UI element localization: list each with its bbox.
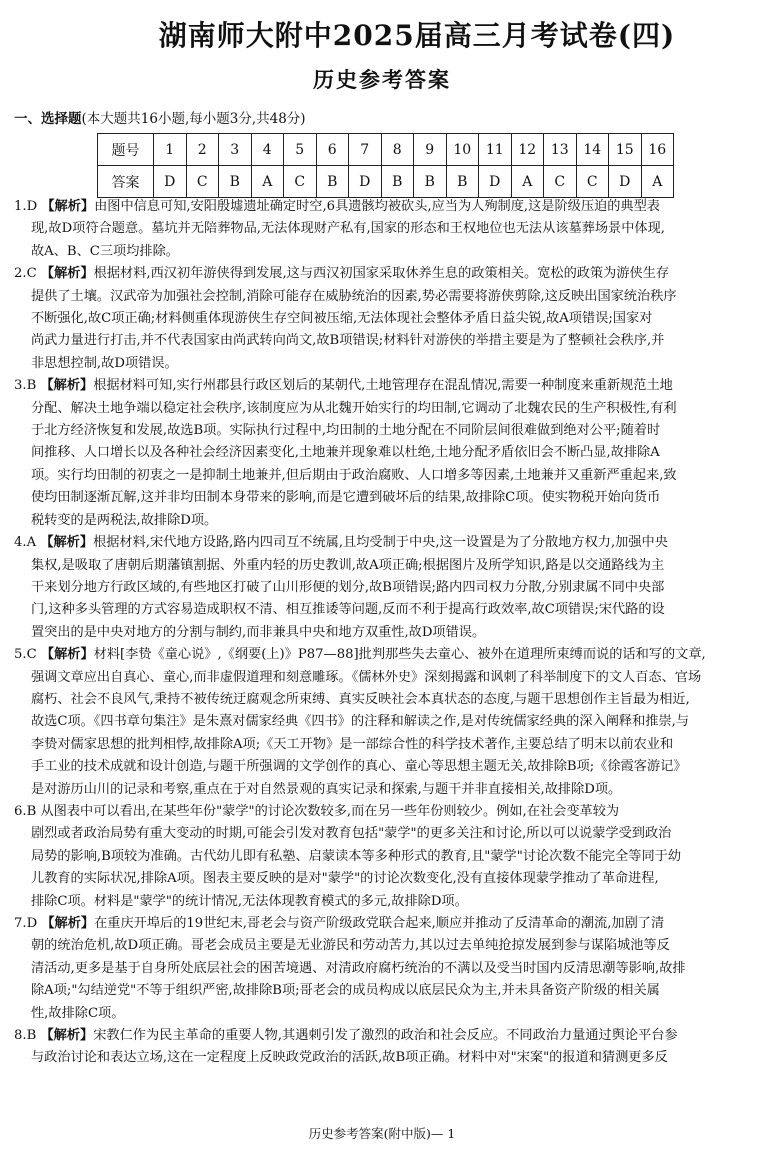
analysis-tag: 【解析】 [40,647,94,663]
question-answer-number: 2.C [14,266,37,282]
answer-cell: D [479,166,512,198]
explanation-item [14,196,752,263]
explanation-line: 是对游历山川的记录和考察,重点在于对自然景观的真实记录和探索,与题干并非直接相关,故排除D项。 [31,781,622,797]
explanation-text: 宋教仁作为民主革命的重要人物,其遇刺引发了激烈的政治和社会反应。不同政治力量通过舆论平台参 [93,1028,678,1044]
num-cell: 6 [316,134,349,166]
num-cell: 10 [446,134,479,166]
explanation-line: 不断强化,故C项正确;材料侧重体现游侠生存空间被压缩,无法体现社会整体矛盾日益尖锐,故A项错误;国家对 [31,311,653,327]
explanation-first-line [14,375,752,397]
num-cell: 16 [641,134,674,166]
page-subtitle: 历史参考答案 [313,67,451,92]
explanation-line: 朝的统治危机,故D项正确。哥老会成员主要是无业游民和劳动苦力,其以过去单纯抢掠发展到参与谋陷城池等反 [31,938,670,954]
num-cell: 15 [609,134,642,166]
explanation-text: 在重庆开埠后的19世纪末,哥老会与资产阶级政党联合起来,顺应并推动了反清革命的潮流,加剧了清 [94,916,665,931]
explanation-item [14,801,752,913]
explanation-first-line [14,1025,752,1047]
answer-cell: D [609,166,642,198]
row-head-answer: 答案 [98,166,154,198]
num-cell: 9 [414,134,447,166]
explanation-line: 于北方经济恢复和发展,故选B项。实际执行过程中,均田制的土地分配在不同阶层间很难做到绝对公平;随着时 [31,423,661,439]
section-label: 一、选择题 [14,111,82,127]
question-answer-number: 3.B [14,378,37,394]
answer-cell: C [186,166,219,198]
explanation-text: 材料[李贽《童心说》,《纲要(上)》P87—88]批判那些失去童心、被外在道理所束缚而说的话和写的文章, [93,647,706,663]
num-cell: 14 [576,134,609,166]
explanation-first-line [14,263,752,285]
explanation-line: 局势的影响,B项较为准确。古代幼儿即有私塾、启蒙读本等多种形式的教育,且"蒙学"讨论次数不能完全等同于幼 [31,848,682,864]
num-cell: 4 [251,134,284,166]
answer-cell: B [219,166,252,198]
answer-cell: D [154,166,187,198]
explanation-item [14,1025,752,1070]
explanation-line: 尚武力量进行打击,并不代表国家由尚武转向尚文,故B项错误;材料针对游侠的举措主要是为了整顿社会秩序,并 [31,333,665,349]
explanation-text: 根据材料,宋代地方设路,路内四司互不统属,且均受制于中央,这一设置是为了分散地方权力,加强中央 [93,535,668,551]
num-cell: 1 [154,134,187,166]
explanation-line: 李贽对儒家思想的批判相悖,故排除A项;《天工开物》是一部综合性的科学技术著作,主要总结了明末以前农业和 [31,736,674,752]
answer-table-number-row [98,134,674,166]
explanation-line: 性,故排除C项。 [31,1005,125,1021]
question-answer-number: 4.A [14,535,37,551]
answer-cell: A [511,166,544,198]
answer-cell: B [414,166,447,198]
answer-cell: C [544,166,577,198]
analysis-tag: 【解析】 [40,535,94,551]
answer-cell: A [251,166,284,198]
explanation-line: 非思想控制,故D项错误。 [31,355,178,371]
section-note: (本大题共16小题,每小题3分,共48分) [81,111,306,127]
answer-table-answer-row [98,166,674,198]
num-cell: 3 [219,134,252,166]
explanation-text: 根据材料,西汉初年游侠得到发展,这与西汉初国家采取休养生息的政策相关。宽松的政策为游侠生存 [93,266,670,282]
question-answer-number: 7.D [14,916,38,931]
explanation-item [14,263,752,375]
explanation-line: 排除C项。材料是"蒙学"的统计情况,无法体现教育模式的多元,故排除D项。 [31,893,468,909]
explanation-line: 项。实行均田制的初衷之一是抑制土地兼并,但后期由于政治腐败、人口增多等因素,土地兼并又重新严重起来,致 [31,467,677,483]
question-answer-number: 6.B [14,803,37,819]
answer-cell: B [446,166,479,198]
explanation-line: 剧烈或者政治局势有重大变动的时期,可能会引发对教育包括"蒙学"的更多关注和讨论,所以可以说蒙学受到政治 [31,826,672,842]
num-cell: 12 [511,134,544,166]
num-cell: 13 [544,134,577,166]
explanation-line: 门,这种多头管理的方式容易造成职权不清、相互推诿等问题,反而不利于提高行政效率,故C项错误;宋代路的设 [31,602,665,618]
num-cell: 11 [479,134,512,166]
explanation-line: 使均田制逐渐瓦解,这并非均田制本身带来的影响,而是它遭到破坏后的结果,故排除C项。使实物税开始向货币 [31,490,661,506]
explanation-text: 根据材料可知,实行州郡县行政区划后的某朝代,土地管理存在混乱情况,需要一种制度来重新规范土地 [93,378,673,394]
answer-cell: B [316,166,349,198]
explanation-first-line [14,644,752,666]
num-cell: 7 [349,134,382,166]
analysis-tag: 【解析】 [40,378,94,394]
answer-cell: A [641,166,674,198]
answer-cell: C [284,166,317,198]
explanation-line: 提供了土壤。汉武帝为加强社会控制,消除可能存在威胁统治的因素,势必需要将游侠剪除,这反映出国家统治秩序 [31,288,677,304]
analysis-tag: 【解析】 [41,916,95,931]
explanation-line: 税转变的是两税法,故排除D项。 [31,512,218,528]
explanation-line: 除A项;"勾结逆党"不等于组织严密,故排除B项;哥老会的成员构成以底层民众为主,并未具备资产阶级的相关属 [31,983,660,999]
num-cell: 5 [284,134,317,166]
answer-cell: D [349,166,382,198]
answer-cell: C [576,166,609,198]
explanation-text: 从图表中可以看出,在某些年份"蒙学"的讨论次数较多,而在另一些年份则较少。例如,在社会变革较为 [40,803,620,819]
explanation-first-line [14,913,752,935]
explanation-line: 置突出的是中央对地方的分割与制约,而非兼具中央和地方双重性,故D项错误。 [31,624,486,640]
explanation-item [14,375,752,532]
section-heading [14,107,306,127]
question-answer-number: 5.C [14,647,37,663]
question-answer-number: 1.D [14,199,38,214]
answer-cell: B [381,166,414,198]
explanation-line: 集权,是吸取了唐朝后期藩镇割据、外重内轻的历史教训,故A项正确;根据图片及所学知识,路是以交通路线为主 [31,557,665,573]
analysis-tag: 【解析】 [41,199,95,214]
explanation-first-line [14,532,752,554]
explanation-line: 手工业的技术成就和设计创造,与题干所强调的文学创作的真心、童心等思想主题无关,故排除B项;《徐霞客游记》 [31,759,687,775]
num-cell: 2 [186,134,219,166]
explanation-item [14,913,752,1025]
question-answer-number: 8.B [14,1028,37,1044]
explanation-line: 间推移、人口增长以及各种社会经济因素变化,土地兼并现象难以杜绝,土地分配矛盾依旧会不断凸显,故排除A [31,445,660,461]
explanation-line: 现,故D项符合题意。墓坑并无陪葬物品,无法体现财产私有,国家的形态和王权地位也无法从该墓葬场景中体现, [31,221,665,237]
explanation-line: 强调文章应出自真心、童心,而非虚假道理和刻意雕琢。《儒林外史》深刻揭露和讽刺了科举制度下的文人百态、官场 [31,669,702,685]
num-cell: 8 [381,134,414,166]
explanation-item [14,532,752,644]
explanation-first-line [14,196,752,218]
explanation-item [14,644,752,801]
row-head-number: 题号 [98,134,154,166]
answer-table [97,133,674,198]
explanation-line: 故A、B、C三项均排除。 [31,243,179,259]
explanation-line: 分配、解决土地争端以稳定社会秩序,该制度应为从北魏开始实行的均田制,它调动了北魏农民的生产积极性,有利 [31,400,677,416]
page-footer: 历史参考答案(附中版)— 1 [308,1126,456,1141]
explanation-list [14,196,752,1070]
explanation-line: 清活动,更多是基于自身所处底层社会的困苦境遇、对清政府腐朽统治的不满以及受当时国内反清思潮等影响,故排 [31,960,686,976]
explanation-first-line [14,801,752,823]
explanation-text: 由图中信息可知,安阳殷墟遗址确定时空,6具遗骸均被砍头,应当为人殉制度,这是阶级压迫的典型表 [94,199,660,214]
analysis-tag: 【解析】 [40,266,94,282]
explanation-line: 腐朽、社会不良风气,秉持不被传统迂腐观念所束缚、真实反映社会本真状态的态度,与题干思想创作主旨最为相近, [31,691,690,707]
exam-title: 湖南师大附中2025届高三月考试卷(四) [158,19,676,52]
explanation-line: 故选C项。《四书章句集注》是朱熹对儒家经典《四书》的注释和解读之作,是对传统儒家经典的深入阐释和推崇,与 [31,714,690,730]
analysis-tag: 【解析】 [40,1028,94,1044]
explanation-line: 干来划分地方行政区域的,有些地区打破了山川形便的划分,故B项错误;路内四司权力分散,分别隶属不同中央部 [31,579,665,595]
explanation-line: 儿教育的实际状况,排除A项。图表主要反映的是对"蒙学"的讨论次数变化,没有直接体现蒙学推动了革命进程, [31,871,659,887]
explanation-line: 与政治讨论和表达立场,这在一定程度上反映政党政治的活跃,故B项正确。材料中对"宋案"的报道和猜测更多反 [31,1050,668,1066]
